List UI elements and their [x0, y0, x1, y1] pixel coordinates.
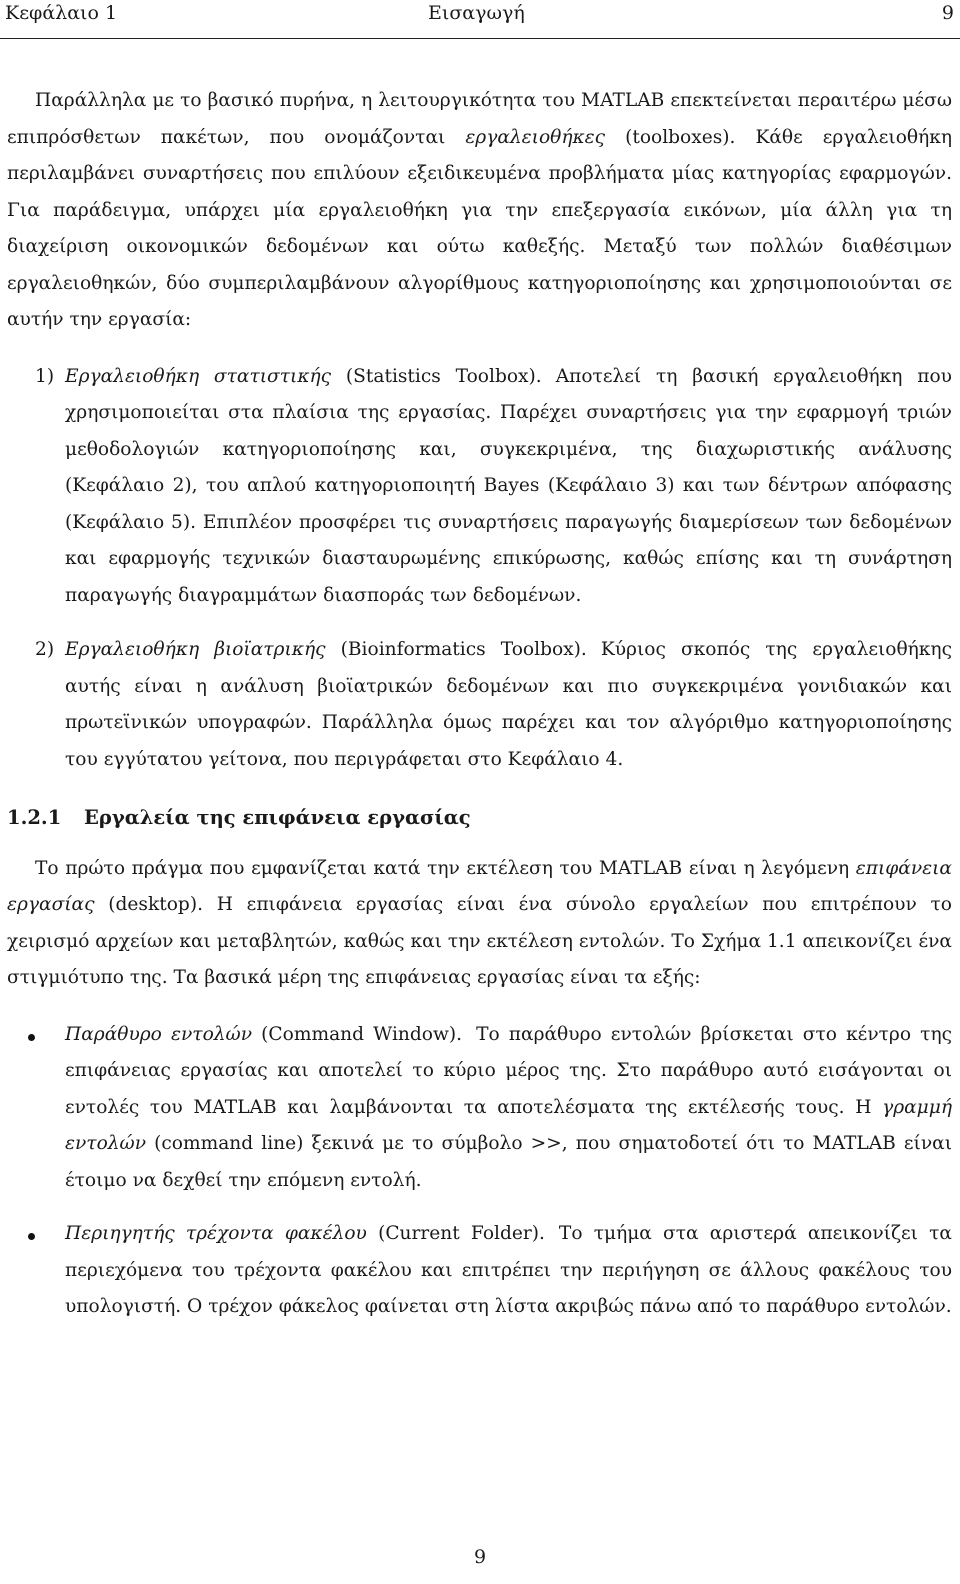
bullet-icon	[28, 1233, 35, 1240]
intro-paragraph	[7, 83, 952, 339]
bullet-item-text: Το τμήμα στα αριστερά απεικονίζει τα περιεχόμενα του τρέχοντα φακέλου και επιτρέπει την περιήγηση σε άλλους φακέλους του υπολογιστή. Ο τρέχον φάκελος φαίνεται στη λίστα ακριβώς πάνω από το παράθυρο εντολών.	[65, 1223, 952, 1317]
toolbox-item-statistics	[7, 359, 952, 615]
header-title: Εισαγωγή	[428, 2, 525, 24]
bullet-item-name: Περιηγητής τρέχοντα φακέλου	[65, 1223, 367, 1244]
toolbox-item-english: (Bioinformatics Toolbox).	[340, 639, 587, 660]
intro-emphasis: εργαλειοθήκες	[465, 126, 606, 148]
toolbox-item-english: (Statistics Toolbox).	[345, 365, 542, 387]
bullet-item-english: (Current Folder).	[378, 1223, 545, 1244]
intro-text: Παράλληλα με το βασικό πυρήνα, η λειτουργικότητα του MATLAB επεκτείνεται περαιτέρω μέσω επιπρόσθετων πακέτων, που ονομάζονται	[7, 90, 952, 148]
toolbox-item-text: Αποτελεί τη βασική εργαλειοθήκη που χρησιμοποιείται στα πλαίσια της εργασίας. Παρέχει συναρτήσεις για την εφαρμογή τριών μεθοδολογιών κατηγοριοποίησης και, συγκεκριμένα, της διαχωριστικής ανάλυσης (Κεφάλαιο 2), του απλού κατηγοριοποιητή Bayes (Κεφάλαιο 3) και των δέντρων απόφασης (Κεφάλαιο 5). Επιπλέον προσφέρει τις συναρτήσεις παραγωγής διαμερίσεων των δεδομένων και εφαρμογής τεχνικών διασταυρωμένης επικύρωσης, καθώς επίσης και τη συνάρτηση παραγωγής διαγραμμάτων διασποράς των δεδομένων.	[65, 365, 952, 606]
bullet-item-command-window	[7, 1017, 952, 1200]
toolbox-item-name: Εργαλειοθήκη στατιστικής	[65, 365, 332, 387]
bullet-item-text: Το παράθυρο εντολών βρίσκεται στο κέντρο της επιφάνειας εργασίας και αποτελεί το κύριο μέρος της. Στο παράθυρο αυτό εισάγονται οι εντολές του MATLAB και λαμβάνονται τα αποτελέσματα της εκτέλεσής τους. Η	[65, 1023, 952, 1118]
bullet-icon	[28, 1034, 35, 1041]
section-title: Εργαλεία της επιφάνεια εργασίας	[84, 806, 471, 829]
toolbox-item-number: 2)	[35, 639, 55, 660]
desktop-paragraph	[7, 851, 952, 997]
bullet-item-name: Παράθυρο εντολών	[65, 1023, 253, 1045]
bullet-item-text-cont: (command line) ξεκινά με το σύμβολο >>, που σηματοδοτεί ότι το MATLAB είναι έτοιμο να δεχθεί την επόμενη εντολή.	[65, 1133, 952, 1191]
header-chapter: Κεφάλαιο 1	[5, 2, 118, 24]
bullet-item-emphasis: γραμμή εντολών	[65, 1096, 952, 1154]
bullet-item-english: (Command Window).	[261, 1023, 463, 1045]
header-page-number: 9	[941, 2, 954, 24]
toolbox-item-bioinformatics	[7, 632, 952, 778]
body-text	[7, 83, 952, 1326]
section-heading	[7, 800, 952, 837]
desktop-text: Το πρώτο πράγμα που εμφανίζεται κατά την εκτέλεση του MATLAB είναι η λεγόμενη	[35, 857, 856, 879]
toolbox-item-name: Εργαλειοθήκη βιοϊατρικής	[65, 639, 326, 660]
bullet-item-current-folder	[7, 1216, 952, 1326]
toolbox-item-text: Κύριος σκοπός της εργαλειοθήκης αυτής είναι η ανάλυση βιοϊατρικών δεδομένων και πιο συγκεκριμένα γονιδιακών και πρωτεϊνικών υπογραφών. Παράλληλα όμως παρέχει και τον αλγόριθμο κατηγοριοποίησης του εγγύτατου γείτονα, που περιγράφεται στο Κεφάλαιο 4.	[65, 639, 952, 770]
header-rule	[0, 38, 960, 39]
desktop-text-cont: (desktop). Η επιφάνεια εργασίας είναι ένα σύνολο εργαλείων που επιτρέπουν το χειρισμό αρχείων και μεταβλητών, καθώς και την εκτέλεση εντολών. Το Σχήμα 1.1 απεικονίζει ένα στιγμιότυπο της. Τα βασικά μέρη της επιφάνειας εργασίας είναι τα εξής:	[7, 894, 952, 988]
desktop-emphasis: επιφάνεια εργασίας	[7, 857, 952, 915]
toolbox-item-number: 1)	[35, 365, 55, 387]
section-number: 1.2.1	[7, 806, 62, 829]
running-header	[0, 0, 960, 40]
intro-text-cont: (toolboxes). Κάθε εργαλειοθήκη περιλαμβάνει συναρτήσεις που επιλύουν εξειδικευμένα προβλήματα μίας κατηγορίας εφαρμογών. Για παράδειγμα, υπάρχει μία εργαλειοθήκη για την επεξεργασία εικόνων, μία άλλη για τη διαχείριση οικονομικών δεδομένων και ούτω καθεξής. Μεταξύ των πολλών διαθέσιμων εργαλειοθηκών, δύο συμπεριλαμβάνουν αλγορίθμους κατηγοριοποίησης και χρησιμοποιούνται σε αυτήν την εργασία:	[7, 126, 952, 330]
footer-page-number: 9	[473, 1546, 487, 1568]
